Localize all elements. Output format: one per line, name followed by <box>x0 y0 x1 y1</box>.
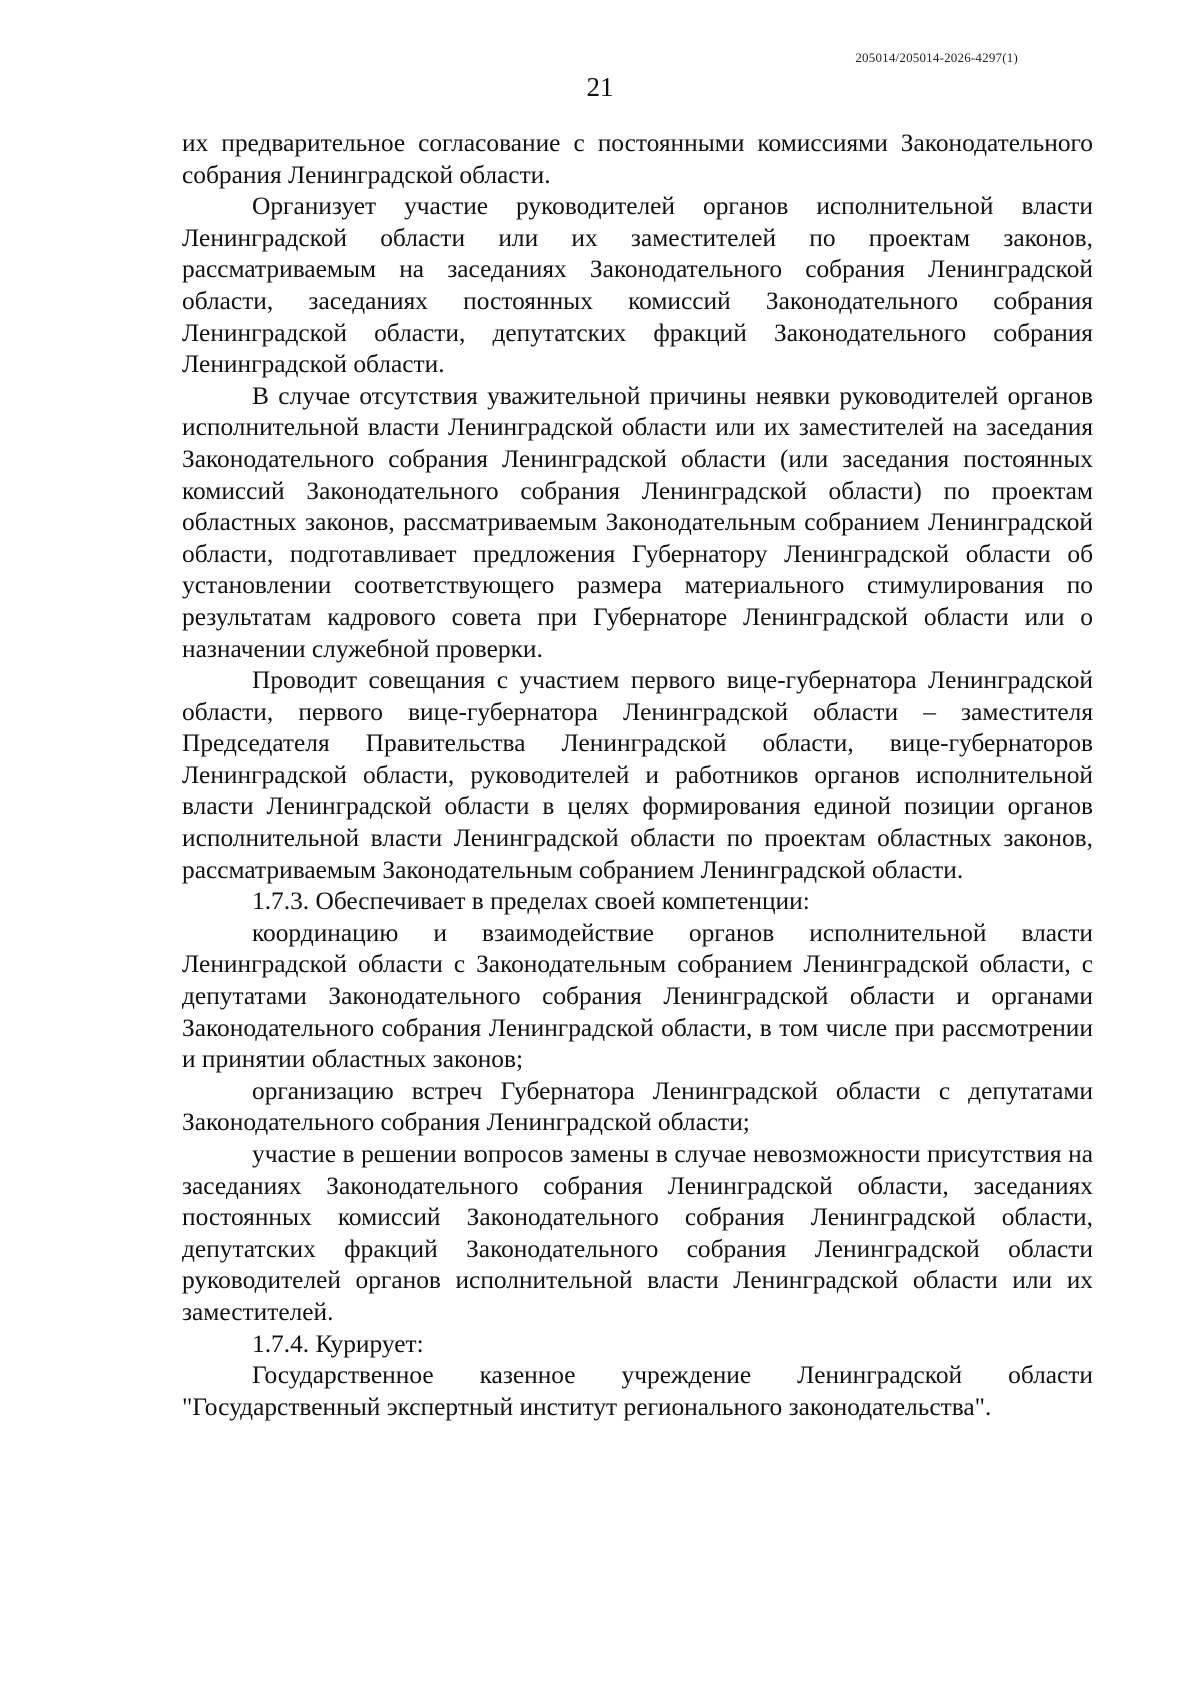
paragraph: Организует участие руководителей органов исполнительной власти Ленинградской области или их заместителей по проектам законов, рассматриваемым на заседаниях Законодательного собрания Ленинградской области, заседаниях постоянных комиссий Законодательного собрания Ленинградской области, депутатских фракций Законодательного собрания Ленинградской области. <box>182 192 1093 379</box>
paragraph: Государственное казенное учреждение Ленинградской области "Государственный экспертный институт регионального законодательства". <box>182 1361 1093 1421</box>
paragraph: координацию и взаимодействие органов исполнительной власти Ленинградской области с Законодательным собранием Ленинградской области, с депутатами Законодательного собрания Ленинградской области и органами Законодательного собрания Ленинградской области, в том числе при рассмотрении и принятии областных законов; <box>182 918 1093 1074</box>
section-heading: 1.7.3. Обеспечивает в пределах своей компетенции: <box>252 887 810 916</box>
document-body <box>182 128 1093 1423</box>
paragraph: организацию встреч Губернатора Ленинградской области с депутатами Законодательного собрания Ленинградской области; <box>182 1076 1093 1137</box>
paragraph: Проводит совещания с участием первого вице-губернатора Ленинградской области, первого вице-губернатора Ленинградской области – заместителя Председателя Правительства Ленинградской области, вице-губернаторов Ленинградской области, руководителей и работников органов исполнительной власти Ленинградской области в целях формирования единой позиции органов исполнительной власти Ленинградской области по проектам областных законов, рассматриваемым Законодательным собранием Ленинградской области. <box>182 666 1093 884</box>
paragraph: участие в решении вопросов замены в случае невозможности присутствия на заседаниях Законодательного собрания Ленинградской области, заседаниях постоянных комиссий Законодательного собрания Ленинградской области, депутатских фракций Законодательного собрания Ленинградской области руководителей органов исполнительной власти Ленинградской области или их заместителей. <box>182 1140 1093 1326</box>
page-number: 21 <box>586 72 614 102</box>
paragraph: В случае отсутствия уважительной причины неявки руководителей органов исполнительной власти Ленинградской области или их заместителей на заседания Законодательного собрания Ленинградской области (или заседания постоянных комиссий Законодательного собрания Ленинградской области) по проектам областных законов, рассматриваемым Законодательным собранием Ленинградской области, подготавливает предложения Губернатору Ленинградской области об установлении соответствующего размера материального стимулирования по результатам кадрового совета при Губернаторе Ленинградской области или о назначении служебной проверки. <box>182 381 1093 663</box>
paragraph: их предварительное согласование с постоянными комиссиями Законодательного собрания Ленинградской области. <box>182 129 1093 189</box>
document-id: 205014/205014-2026-4297(1) <box>855 50 1018 65</box>
section-heading: 1.7.4. Курирует: <box>252 1329 424 1358</box>
